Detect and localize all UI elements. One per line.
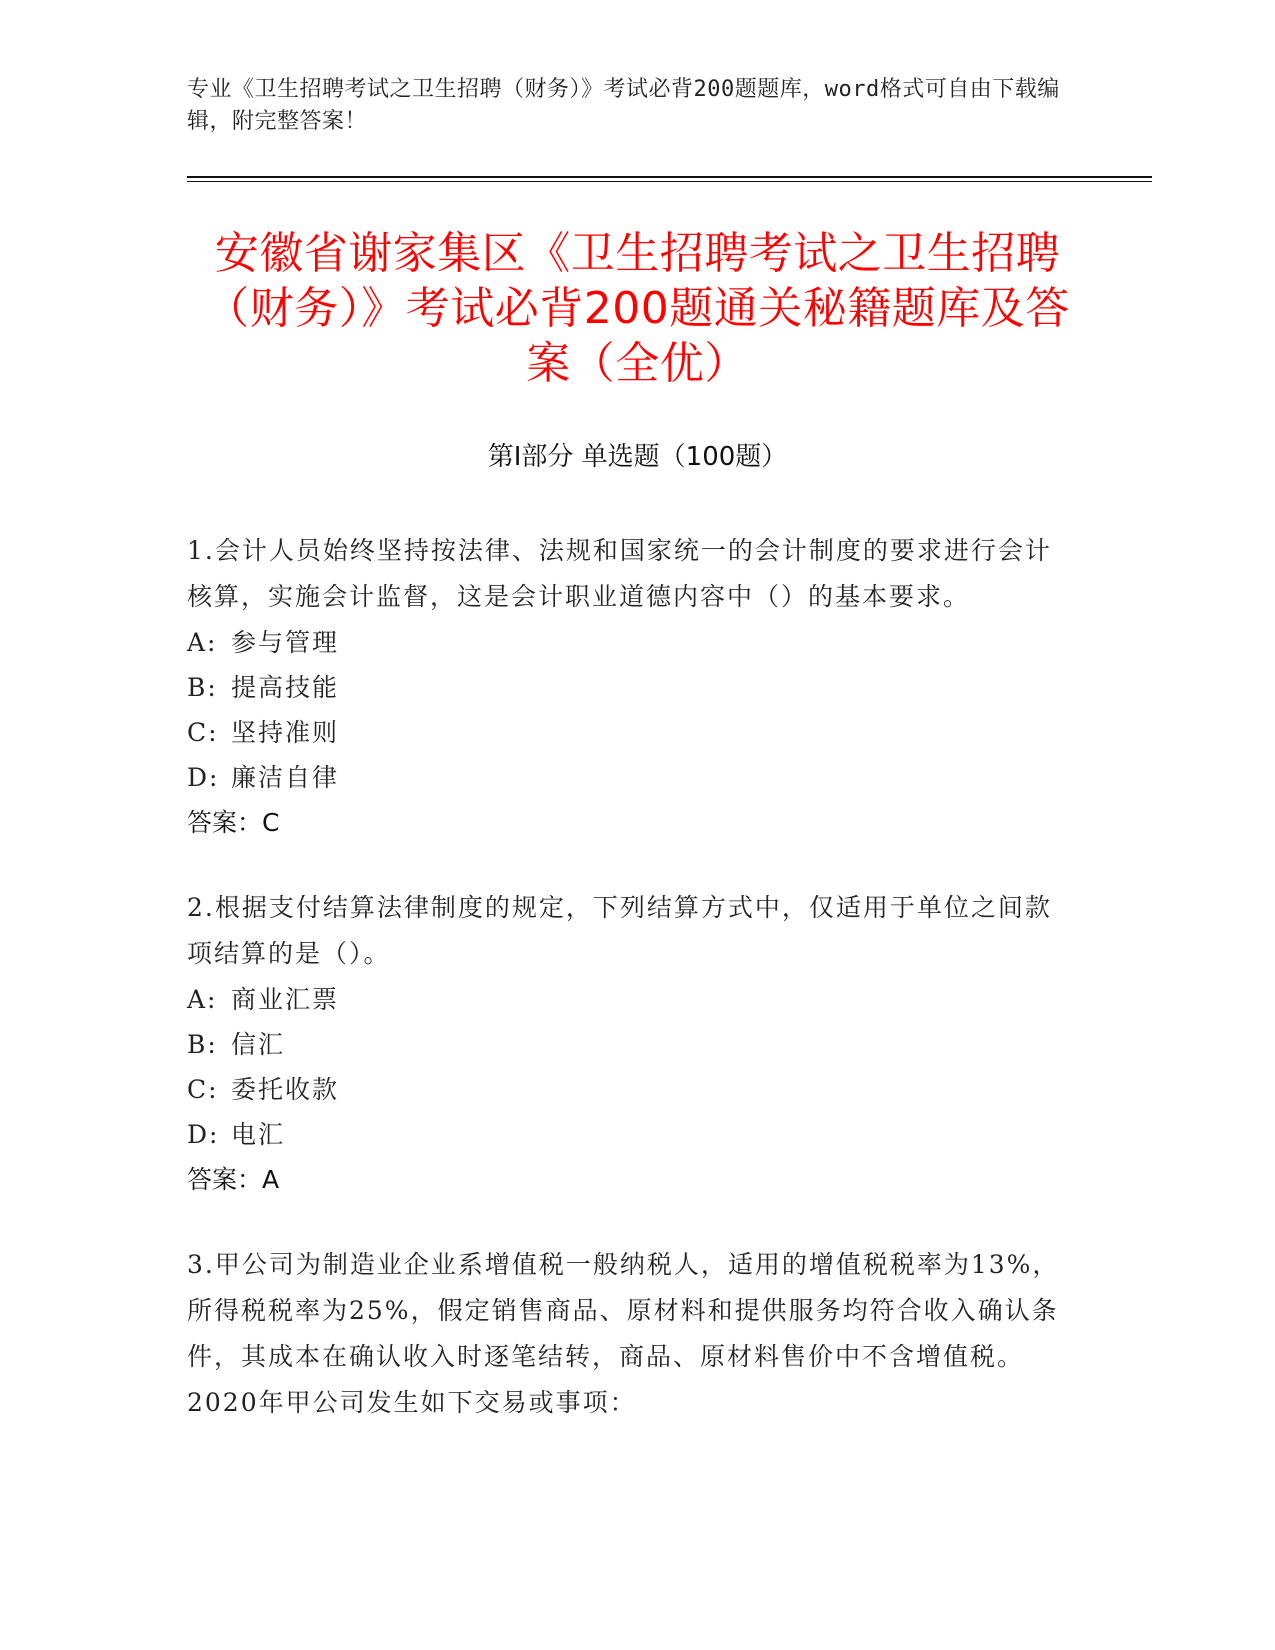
option-b bbox=[187, 665, 1067, 710]
question-stem: 2.根据支付结算法律制度的规定，下列结算方式中，仅适用于单位之间款项结算的是（）。 bbox=[187, 893, 1052, 968]
option-text: 廉洁自律 bbox=[231, 763, 340, 792]
option-letter: C: bbox=[187, 1075, 219, 1104]
question-list bbox=[187, 528, 1067, 1466]
option-text: 电汇 bbox=[231, 1120, 286, 1149]
option-text: 提高技能 bbox=[231, 673, 340, 702]
option-b bbox=[187, 1022, 1067, 1067]
option-text: 参与管理 bbox=[231, 628, 340, 657]
option-a bbox=[187, 620, 1067, 665]
header-divider-thick bbox=[187, 176, 1152, 178]
option-text: 商业汇票 bbox=[231, 985, 340, 1014]
option-d bbox=[187, 1112, 1067, 1157]
header-divider-thin bbox=[187, 181, 1152, 182]
option-a bbox=[187, 977, 1067, 1022]
option-letter: D: bbox=[187, 763, 220, 792]
option-text: 坚持准则 bbox=[231, 718, 340, 747]
option-letter: A: bbox=[187, 628, 218, 657]
document-title: 安徽省谢家集区《卫生招聘考试之卫生招聘（财务）》考试必背200题通关秘籍题库及答案（全优） bbox=[205, 228, 1070, 389]
option-letter: A: bbox=[187, 985, 218, 1014]
header-note: 专业《卫生招聘考试之卫生招聘（财务）》考试必背200题题库，word格式可自由下载编辑，附完整答案！ bbox=[187, 77, 1060, 134]
option-letter: B: bbox=[187, 673, 218, 702]
question-1 bbox=[187, 528, 1067, 845]
question-stem: 1.会计人员始终坚持按法律、法规和国家统一的会计制度的要求进行会计核算，实施会计监督，这是会计职业道德内容中（）的基本要求。 bbox=[187, 536, 1052, 611]
option-letter: D: bbox=[187, 1120, 220, 1149]
option-text: 委托收款 bbox=[231, 1075, 340, 1104]
option-c bbox=[187, 710, 1067, 755]
question-2 bbox=[187, 885, 1067, 1202]
question-stem: 3.甲公司为制造业企业系增值税一般纳税人，适用的增值税税率为13%，所得税税率为25%，假定销售商品、原材料和提供服务均符合收入确认条件，其成本在确认收入时逐笔结转，商品、原材料售价中不含增值税。2020年甲公司发生如下交易或事项： bbox=[187, 1250, 1060, 1417]
section-heading: 第I部分 单选题（100题） bbox=[487, 442, 788, 472]
option-letter: C: bbox=[187, 718, 219, 747]
option-c bbox=[187, 1067, 1067, 1112]
option-letter: B: bbox=[187, 1030, 218, 1059]
answer-line: 答案：A bbox=[187, 1165, 280, 1194]
answer-line: 答案：C bbox=[187, 808, 280, 837]
question-3 bbox=[187, 1242, 1067, 1426]
option-text: 信汇 bbox=[231, 1030, 286, 1059]
option-d bbox=[187, 755, 1067, 800]
